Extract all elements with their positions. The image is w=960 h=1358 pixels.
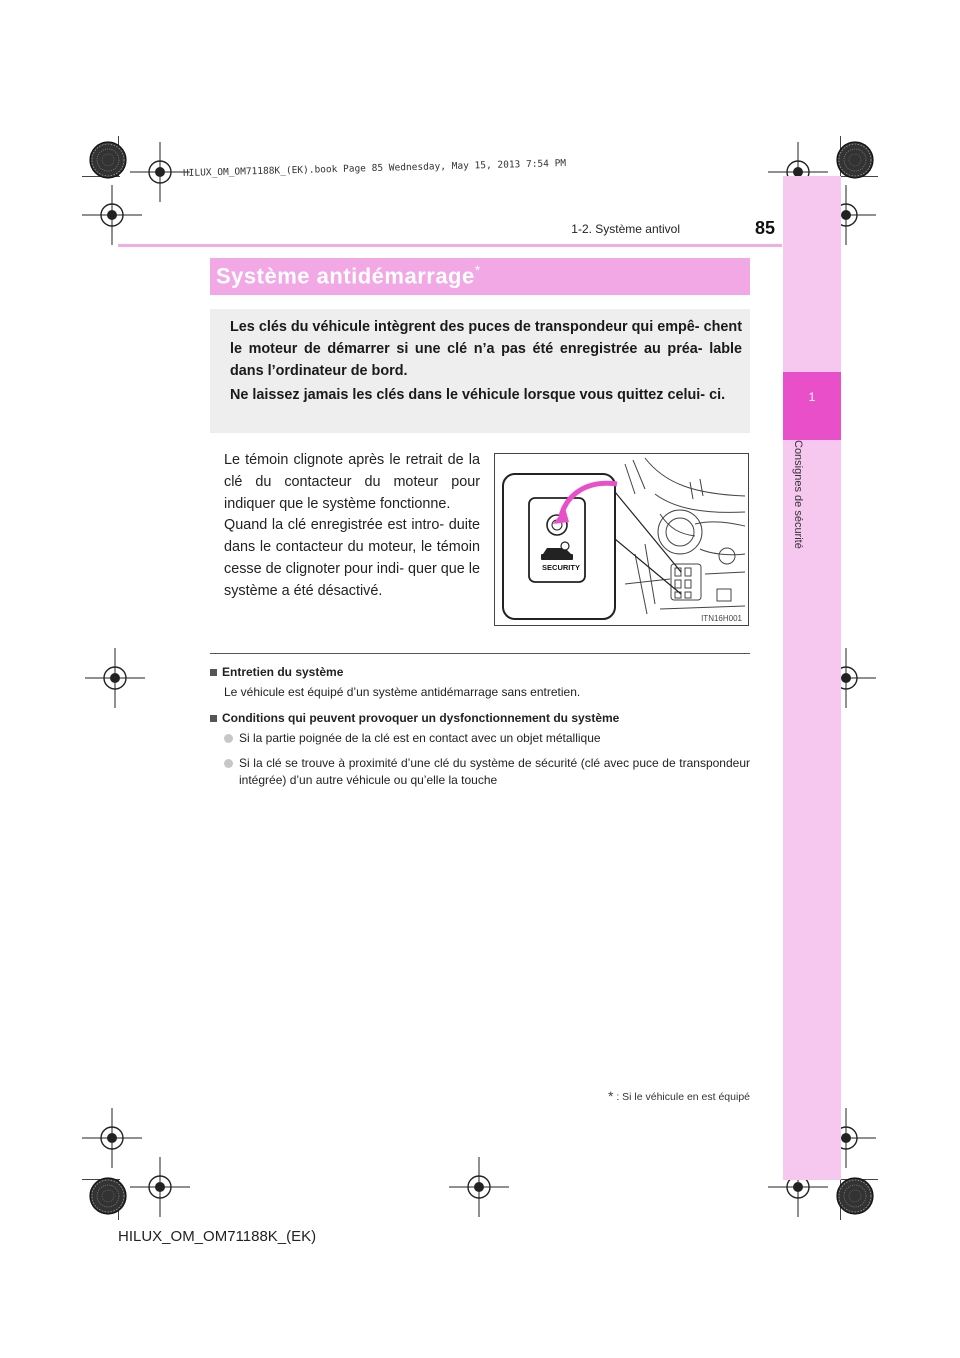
square-bullet-icon [210, 715, 217, 722]
security-indicator-illustration [494, 453, 749, 626]
header-rule [118, 244, 782, 247]
file-stamp: HILUX_OM_OM71188K_(EK).book Page 85 Wednesday, May 15, 2013 7:54 PM [182, 157, 567, 179]
page-number: 85 [754, 218, 775, 238]
dashboard-drawing [495, 454, 749, 626]
title-asterisk: * [474, 262, 481, 278]
note-2-heading: Conditions qui peuvent provoquer un dysfonctionnement du système [210, 710, 619, 727]
square-bullet-icon [210, 669, 217, 676]
round-bullet-icon [224, 759, 233, 768]
note-1-heading: Entretien du système [210, 664, 343, 681]
body-paragraph-1: Le témoin clignote après le retrait de la clé du contacteur du moteur pour indiquer que le système fonctionne. [224, 452, 480, 512]
intro-paragraph-2: Ne laissez jamais les clés dans le véhicule lorsque vous quittez celui- ci. [230, 387, 726, 403]
note-2-bullet-2: Si la clé se trouve à proximité d’une clé du système de sécurité (clé avec puce de transpondeur intégrée) d’un autre véhicule ou qu’elle la touche [239, 756, 750, 787]
chapter-sidebar [783, 176, 841, 1180]
body-paragraph-2: Quand la clé enregistrée est intro- duite dans le contacteur du moteur, le témoin cesse de clignoter pour indi- quer que le système a été désactivé. [224, 517, 480, 599]
intro-box [210, 309, 750, 433]
security-label: SECURITY [542, 563, 580, 572]
section-title: 1-2. Système antivol [571, 222, 680, 236]
round-bullet-icon [224, 734, 233, 743]
note-2-bullet-1: Si la partie poignée de la clé est en contact avec un objet métallique [239, 731, 601, 745]
illustration-code: ITN16H001 [701, 614, 742, 623]
document-code: HILUX_OM_OM71188K_(EK) [118, 1228, 317, 1245]
chapter-label: Consignes de sécurité [792, 440, 804, 549]
section-separator [210, 653, 750, 654]
footnote: * : Si le véhicule en est équipé [607, 1088, 750, 1104]
intro-paragraph-1: Les clés du véhicule intègrent des puces de transpondeur qui empê- chent le moteur de démarrer si une clé n’a pas été enregistrée au préa- lable dans l’ordinateur de bord. [230, 319, 742, 379]
chapter-number: 1 [808, 390, 816, 404]
note-1-text: Le véhicule est équipé d’un système antidémarrage sans entretien. [224, 685, 581, 699]
page-title: Système antidémarrage* [216, 262, 481, 289]
footnote-asterisk: * [607, 1088, 614, 1104]
chapter-tab[interactable] [783, 372, 841, 440]
